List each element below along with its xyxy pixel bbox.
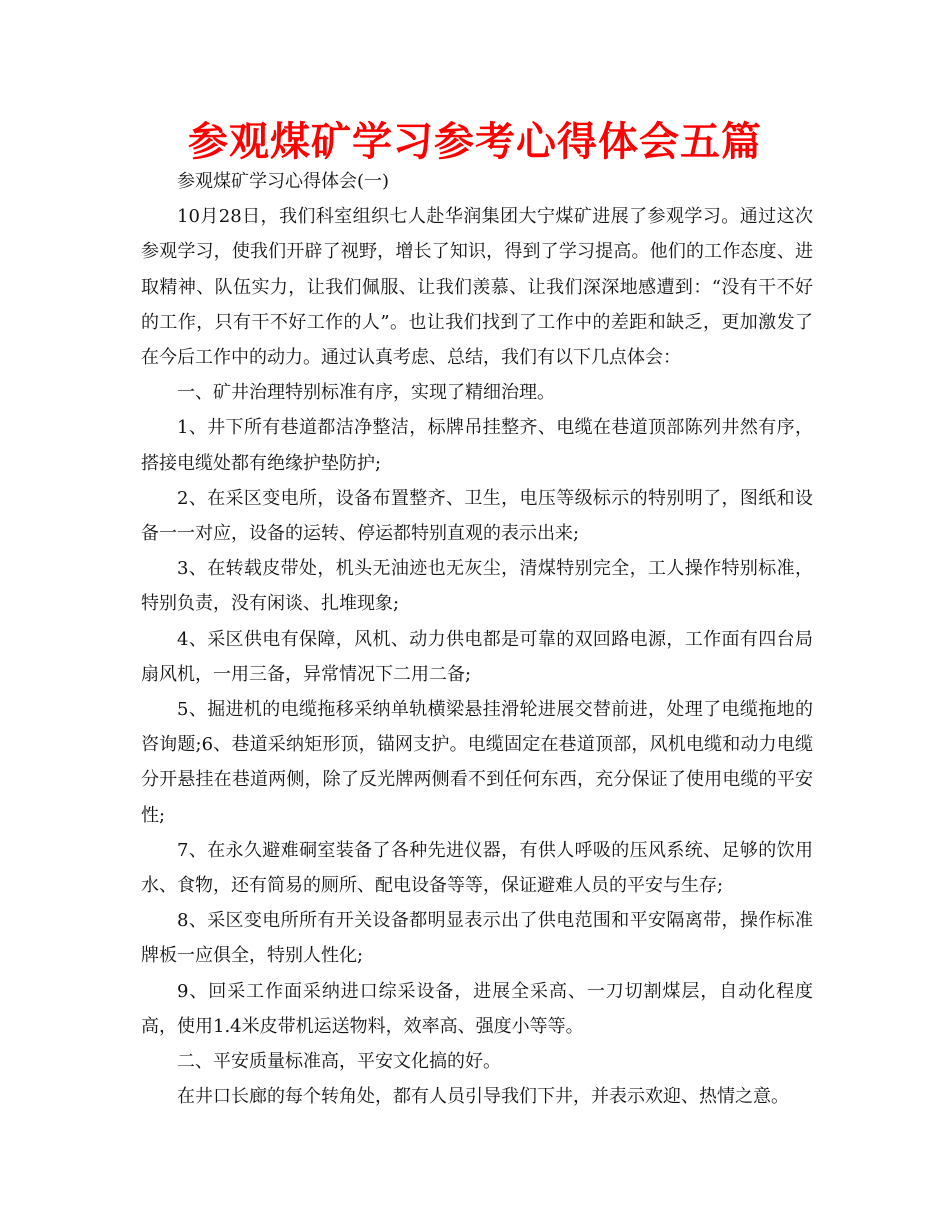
point-heading-1: 一、矿井治理特别标准有序，实现了精细治理。 xyxy=(177,382,555,404)
document-title: 参观煤矿学习参考心得体会五篇 xyxy=(188,118,762,165)
list-item: 3、在转载皮带处，机头无油迹也无灰尘，清煤特别完全，工人操作特别标准，特别负责，没有闲谈、扎堆现象; xyxy=(141,558,813,615)
document-body xyxy=(141,164,813,1114)
list-item: 4、采区供电有保障，风机、动力供电都是可靠的双回路电源，工作面有四台局扇风机，一用三备，异常情况下二用二备; xyxy=(141,628,813,685)
list-item: 1、井下所有巷道都洁净整洁，标牌吊挂整齐、电缆在巷道顶部陈列井然有序，搭接电缆处都有绝缘护垫防护; xyxy=(141,417,813,474)
paragraph: 在井口长廊的每个转角处，都有人员引导我们下井，并表示欢迎、热情之意。 xyxy=(177,1086,789,1108)
list-item: 7、在永久避难硐室装备了各种先进仪器，有供人呼吸的压风系统、足够的饮用水、食物，还有简易的厕所、配电设备等等，保证避难人员的平安与生存; xyxy=(141,839,813,897)
list-item: 9、回采工作面采纳进口综采设备，进展全采高、一刀切割煤层，自动化程度高，使用1.4米皮带机运送物料，效率高、强度小等等。 xyxy=(141,980,813,1037)
list-item: 8、采区变电所所有开关设备都明显表示出了供电范围和平安隔离带，操作标准牌板一应俱全，特别人性化; xyxy=(141,910,813,967)
point-heading-2: 二、平安质量标准高，平安文化搞的好。 xyxy=(177,1051,501,1073)
list-item: 2、在采区变电所，设备布置整齐、卫生，电压等级标示的特别明了，图纸和设备一一对应，设备的运转、停运都特别直观的表示出来; xyxy=(141,487,813,545)
section-heading: 参观煤矿学习心得体会(一) xyxy=(177,171,390,192)
list-item: 5、掘进机的电缆拖移采纳单轨横梁悬挂滑轮进展交替前进，处理了电缆拖地的咨询题;6、巷道采纳矩形顶，锚网支护。电缆固定在巷道顶部，风机电缆和动力电缆分开悬挂在巷道两侧，除了反光牌两侧看不到任何东西，充分保证了使用电缆的平安性; xyxy=(141,699,813,826)
paragraph-intro: 10月28日，我们科室组织七人赴华润集团大宁煤矿进展了参观学习。通过这次参观学习，使我们开辟了视野，增长了知识，得到了学习提高。他们的工作态度、进取精神、队伍实力，让我们佩服、让我们羡慕、让我们深深地感遭到：“没有干不好的工作，只有干不好工作的人”。也让我们找到了工作中的差距和缺乏，更加激发了在今后工作中的动力。通过认真考虑、总结，我们有以下几点体会： xyxy=(141,206,813,369)
